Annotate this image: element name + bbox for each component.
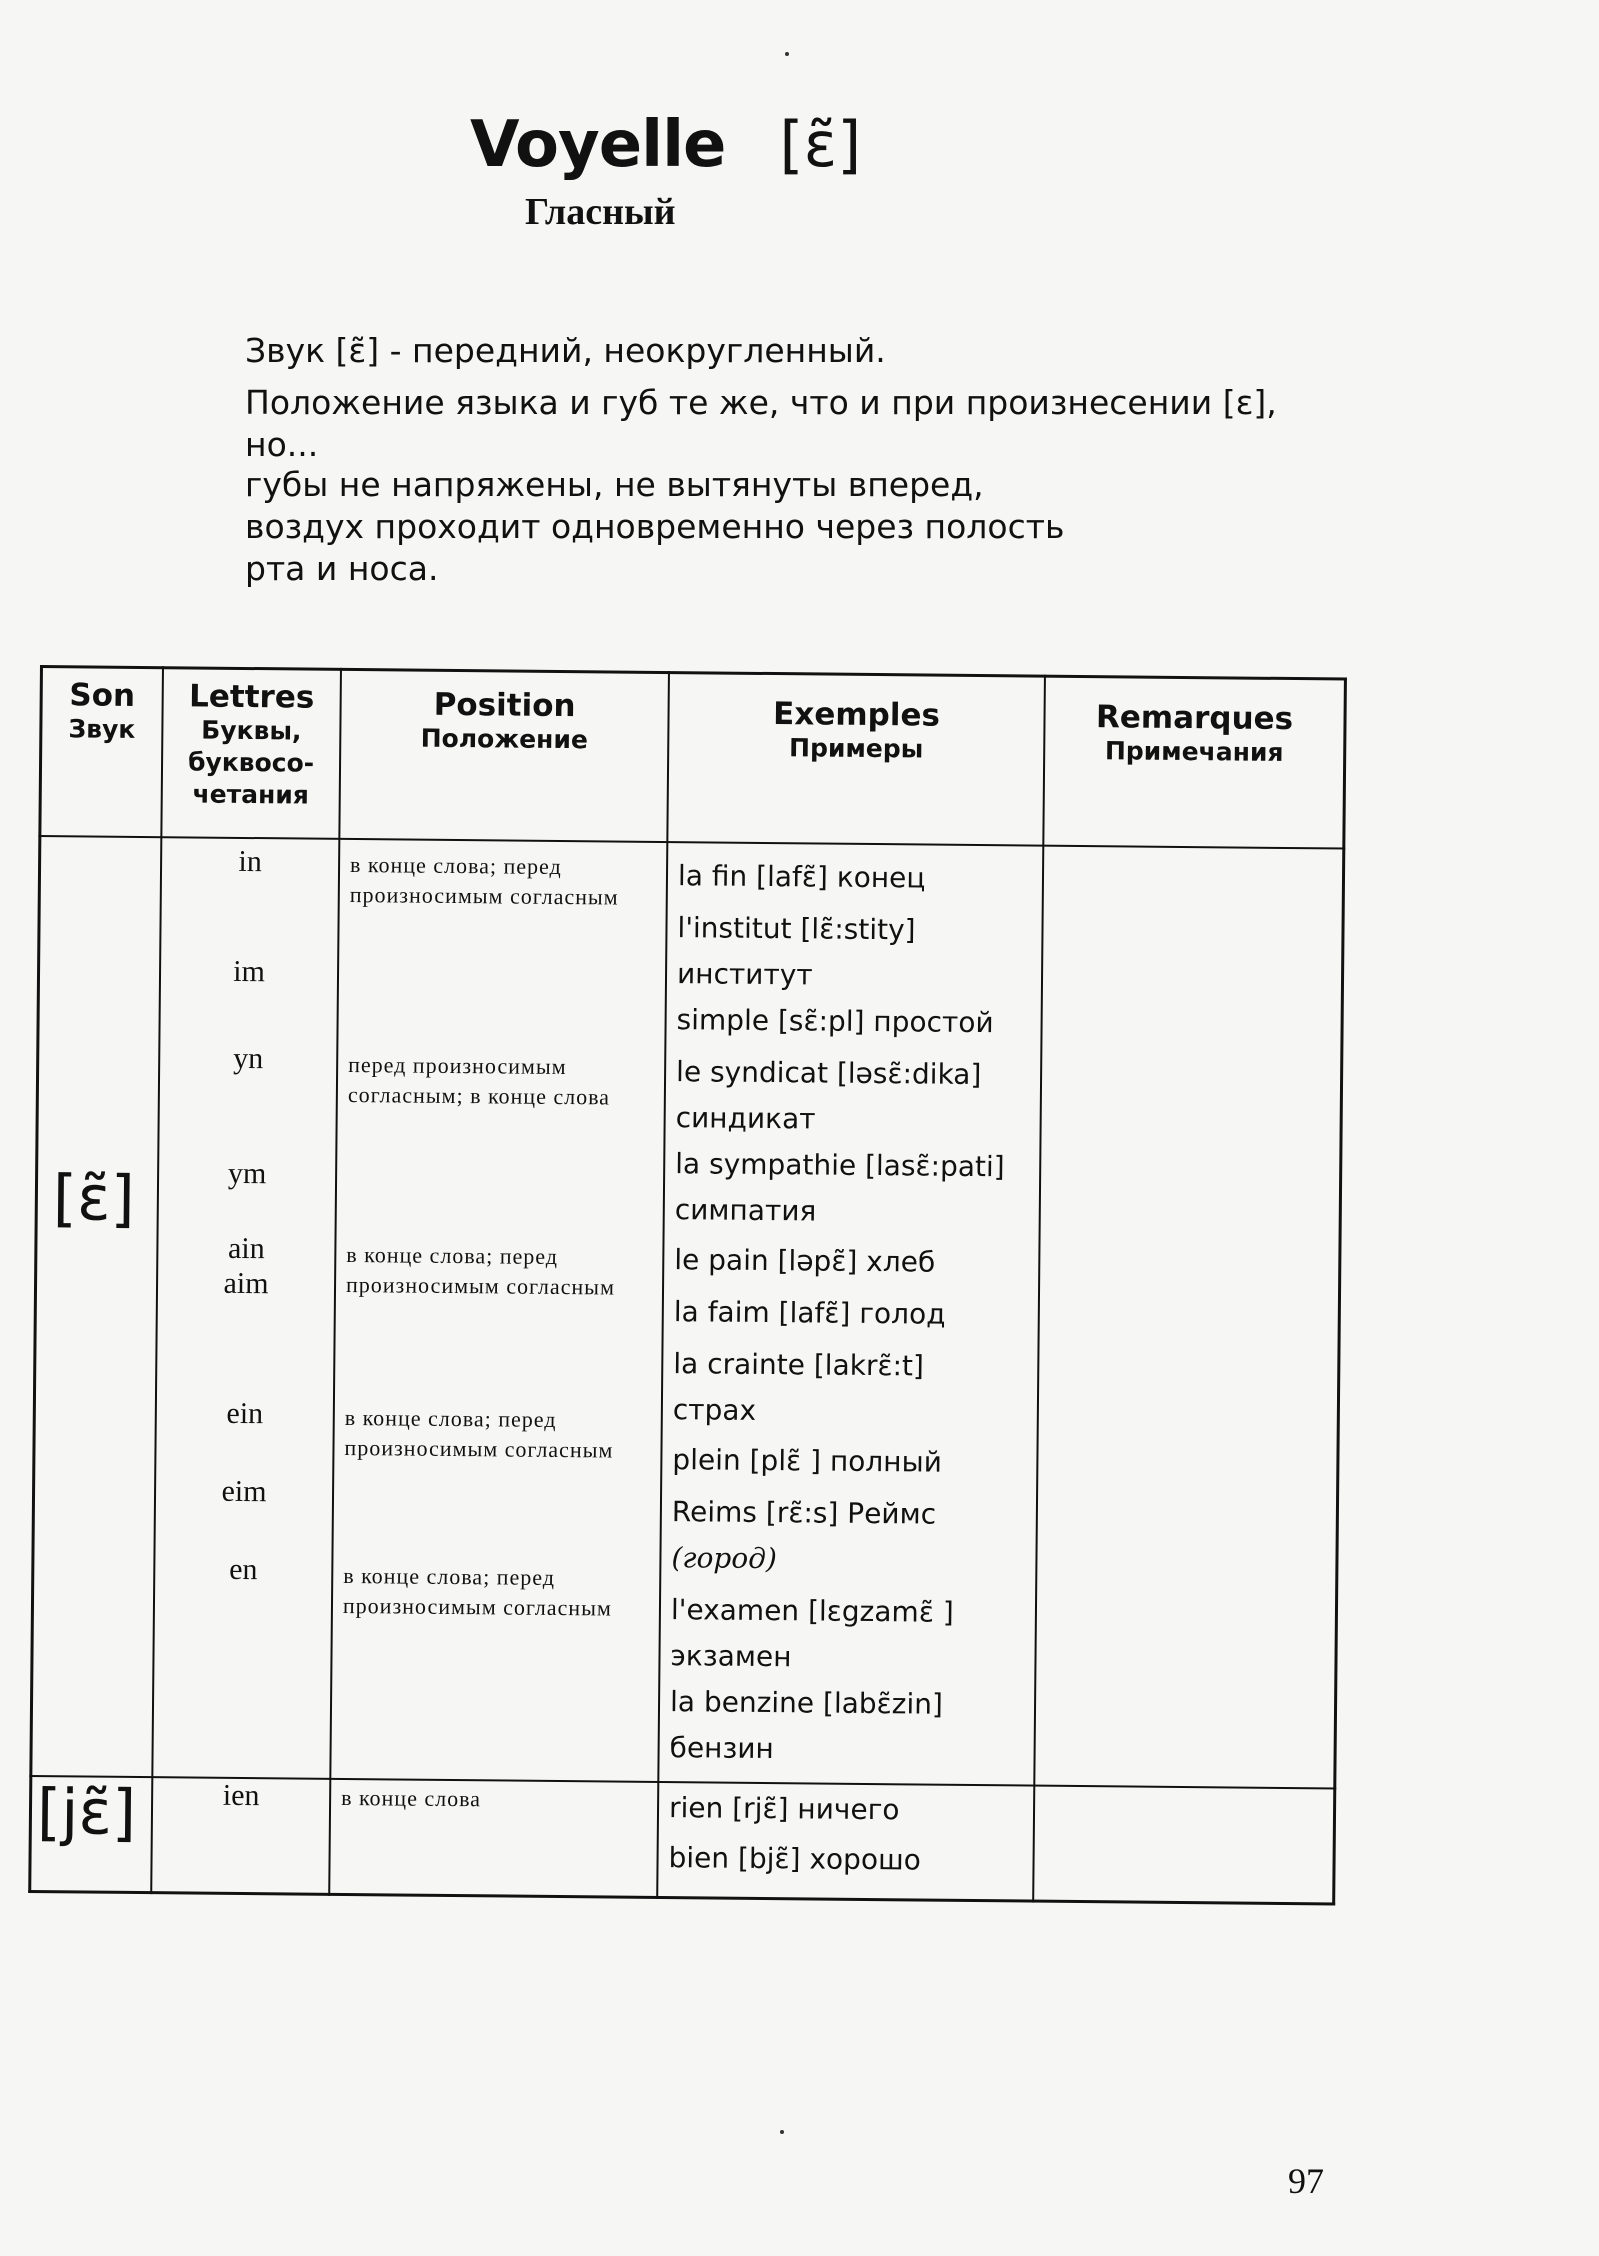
example-line: la faim [lafɛ̃] голод	[673, 1295, 946, 1331]
title-sound: [ɛ̃]	[779, 108, 862, 181]
page-title	[470, 108, 930, 182]
speck	[780, 2130, 784, 2134]
position-note: в конце слова; перед произносимым согласным	[345, 1241, 616, 1300]
header-position-fr: Position	[433, 686, 576, 725]
header-son-fr: Son	[69, 677, 136, 714]
example-line: l'examen [lɛgzamɛ̃ ]	[670, 1593, 954, 1629]
position-note: в конце слова	[341, 1784, 482, 1812]
letter-combo: aim	[223, 1266, 269, 1301]
example-line: plein [plɛ̃ ] полный	[672, 1443, 943, 1479]
example-line: la benzine [labɛ̃zin]	[669, 1685, 944, 1721]
examples-list	[669, 853, 1043, 1774]
header-lettres	[163, 678, 340, 812]
letter-combo: ien	[222, 1778, 260, 1813]
intro-line: рта и носа.	[245, 549, 439, 588]
table-border-right	[1332, 678, 1347, 1906]
sound-nasal-e: [ɛ̃]	[52, 1161, 136, 1235]
letter-combo: eim	[221, 1474, 267, 1509]
examples-list-jen	[668, 1785, 1034, 1884]
header-exemples	[669, 695, 1044, 767]
header-lettres-fr: Lettres	[188, 678, 315, 716]
header-lettres-ru: Буквы, буквосо-четания	[187, 715, 315, 810]
letter-combo: ain	[227, 1231, 265, 1266]
letter-combo: en	[228, 1552, 258, 1587]
example-line: la fin [lafɛ̃] конец	[677, 859, 926, 895]
example-line: l'institut [lɛ̃:stity]	[677, 911, 916, 947]
header-son	[42, 677, 162, 746]
sound-j-nasal-e: [jɛ̃]	[36, 1775, 137, 1849]
letter-combo: ym	[227, 1156, 267, 1191]
header-position-ru: Положение	[420, 723, 589, 755]
page-number: 97	[1288, 2161, 1324, 2201]
letter-combo: in	[238, 844, 262, 879]
header-remarques	[1045, 699, 1344, 770]
example-line: бензин	[669, 1731, 774, 1766]
example-line: simple [sɛ̃:pl] простой	[676, 1003, 994, 1040]
phonetics-table	[28, 665, 1347, 1905]
header-son-ru: Звук	[68, 714, 136, 744]
intro-text	[245, 328, 1395, 590]
table-border-bottom	[28, 1890, 1335, 1906]
example-line: Reims [rɛ̃:s] Реймс	[671, 1495, 937, 1531]
table-border-left	[28, 665, 43, 1893]
example-line: le syndicat [ləsɛ̃:dika]	[675, 1055, 982, 1092]
position-note: в конце слова; перед произносимым согласным	[342, 1562, 612, 1621]
page-subtitle: Гласный	[525, 191, 676, 233]
col-divider	[656, 671, 670, 1899]
example-line: институт	[676, 957, 813, 992]
letter-combo: yn	[233, 1041, 264, 1076]
title-main: Voyelle	[470, 108, 726, 182]
header-exemples-fr: Exemples	[772, 696, 941, 734]
header-exemples-ru: Примеры	[788, 733, 924, 764]
example-line: синдикат	[675, 1101, 816, 1136]
example-line: bien [bjɛ̃] хорошо	[668, 1841, 921, 1877]
example-line: la crainte [lakrɛ̃:t]	[673, 1347, 925, 1383]
intro-line: Положение языка и губ те же, что и при произнесении [ɛ],	[245, 383, 1277, 422]
example-line: симпатия	[674, 1193, 817, 1228]
example-line: rien [rjɛ̃] ничего	[668, 1791, 900, 1827]
position-note: перед произносимым согласным; в конце слова	[347, 1051, 611, 1110]
header-position	[341, 686, 668, 757]
example-line: экзамен	[670, 1639, 792, 1674]
intro-line: губы не напряжены, не вытянуты вперед,	[245, 465, 984, 504]
intro-line: Звук [ɛ̃] - передний, неокругленный.	[245, 331, 886, 370]
letter-combo: im	[233, 954, 266, 989]
header-remarques-ru: Примечания	[1104, 736, 1284, 767]
intro-line: воздух проходит одновременно через полость	[245, 507, 1065, 546]
header-remarques-fr: Remarques	[1095, 699, 1294, 738]
speck	[785, 52, 789, 56]
letter-combo: ein	[226, 1396, 264, 1431]
example-line: страх	[672, 1393, 757, 1427]
example-line: le pain [ləpɛ̃] хлеб	[674, 1243, 936, 1279]
example-line: la sympathie [lasɛ̃:pati]	[675, 1147, 1005, 1184]
example-line: (город)	[671, 1541, 778, 1576]
intro-line: но...	[245, 425, 319, 464]
position-note: в конце слова; перед произносимым согласным	[344, 1404, 614, 1463]
position-note: в конце слова; перед произносимым согласным	[349, 851, 619, 910]
